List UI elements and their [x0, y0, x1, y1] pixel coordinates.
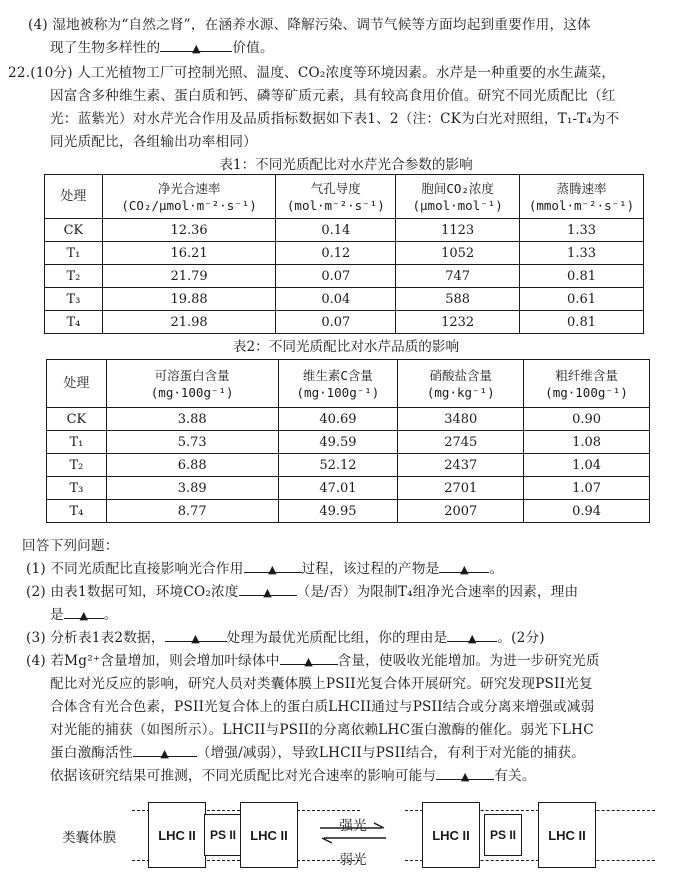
value-cell: 49.95 [278, 500, 398, 523]
value-cell: 0.94 [524, 500, 650, 523]
table-row [47, 500, 650, 523]
prev-q4-line1: (4) 湿地被称为“自然之肾”，在涵养水源、降解污染、调节气候等方面均起到重要作用，这体 [28, 17, 591, 33]
header-name: 净光合速率 [157, 180, 221, 196]
value-cell: 0.81 [520, 265, 644, 288]
lhcii-complex: LHC II [422, 802, 480, 868]
value-cell: 0.14 [276, 219, 396, 242]
column-header [398, 360, 524, 408]
q22-stem: 22.(10分) 人工光植物工厂可控制光照、温度、CO₂浓度等环境因素。水芹是一种重要的水生蔬菜， 因富含多种维生素、蛋白质和钙、磷等矿质元素，具有较高食用价值。研究不同光质配比（红 光：蓝紫光）对水芹光合作用及品质指标数据如下表1、2（注：CK为白光对照组，T₁-T₄为不 同光质配比，各组输出功率相同） [8, 65, 620, 150]
treatment-cell: T₂ [45, 265, 103, 288]
value-cell: 2437 [398, 454, 524, 477]
header-name: 可溶蛋白含量 [154, 367, 230, 383]
header-name: 蒸腾速率 [556, 180, 607, 196]
column-header [276, 175, 396, 219]
table-row [45, 242, 644, 265]
table1-caption: 表1：不同光质配比对水芹光合参数的影响 [219, 157, 473, 173]
lhcii-complex: LHC II [240, 802, 298, 868]
value-cell: 1.08 [524, 431, 650, 454]
column-header [278, 360, 398, 408]
header-name: 气孔导度 [310, 180, 361, 196]
treatment-cell: CK [47, 408, 107, 431]
treatment-cell: T₃ [47, 477, 107, 500]
questions: 回答下列问题： (1) 不同光质配比直接影响光合作用 ▲ 过程，该过程的产物是 ▲ 。 (2) 由表1数据可知，环境CO₂浓度 ▲ （是/否）为限制T₄组净光合速率的因素，理由 是 ▲ 。 (3) 分析表1表2数据， ▲ 处理为最优光质配比组，你的理由是 ▲ 。(2分) (4) 若Mg²⁺含量增加，则会增加叶绿体中 ▲ 含量，使吸收光能增加。为进一步研究光质 配比对光反应的影响，研究人员对类囊体膜上PSII光复合体开展研究。研究发现PSII光复 合体含有光合色素，PSII光复合体上的蛋白质LHCII通过与PSII结合或分离来增强或减弱 对光能的捕获（如图所示）。LHCII与PSII的分离依赖LHC蛋白激酶的催化。弱光下LHC 蛋白激酶活性 ▲ （增强/减弱），导致LHCII与PSII结合，有利于对光能的捕获。 依据该研究结果可推测，不同光质配比对光合速率的影响可能与 ▲ 有关。 [22, 538, 600, 784]
header-name: 胞间CO₂浓度 [421, 180, 494, 196]
strong-light-label: 强光 [339, 818, 367, 834]
psii-complex: PS II [484, 814, 522, 856]
header-name: 粗纤维含量 [555, 367, 618, 383]
header-name: 处理 [63, 376, 90, 391]
header-name: 处理 [60, 189, 87, 204]
value-cell: 8.77 [106, 500, 278, 523]
value-cell: 0.90 [524, 408, 650, 431]
table-row [45, 288, 644, 311]
value-cell: 12.36 [102, 219, 276, 242]
value-cell: 3.89 [106, 477, 278, 500]
table-row [45, 311, 644, 334]
column-header [45, 175, 103, 219]
table1 [44, 174, 644, 334]
value-cell: 40.69 [278, 408, 398, 431]
treatment-cell: T₁ [47, 431, 107, 454]
weak-light-label: 弱光 [339, 852, 367, 868]
header-unit: (mmol·m⁻²·s⁻¹) [528, 197, 635, 213]
value-cell: 2007 [398, 500, 524, 523]
question-number: 22. [8, 65, 31, 81]
column-header [47, 360, 107, 408]
treatment-cell: CK [45, 219, 103, 242]
value-cell: 0.07 [276, 311, 396, 334]
q4: (4) 若Mg²⁺含量增加，则会增加叶绿体中 ▲ 含量，使吸收光能增加。为进一步研究光质 [22, 650, 600, 673]
value-cell: 0.61 [520, 288, 644, 311]
header-unit: (mol·m⁻²·s⁻¹) [286, 197, 385, 213]
prev-q4: (4) 湿地被称为“自然之肾”，在涵养水源、降解污染、调节气候等方面均起到重要作用，这体 现了生物多样性的 ▲ 价值。 [28, 14, 591, 60]
header-unit: (mg·100g⁻¹) [545, 384, 628, 400]
value-cell: 0.81 [520, 311, 644, 334]
header-name: 硝酸盐含量 [429, 367, 492, 383]
column-header [106, 360, 278, 408]
table-row [45, 219, 644, 242]
value-cell: 21.79 [102, 265, 276, 288]
table2 [46, 359, 650, 523]
header-unit: (mg·100g⁻¹) [296, 384, 380, 400]
table-row [47, 431, 650, 454]
answer-blank[interactable]: ▲ [439, 558, 489, 573]
value-cell: 1.07 [524, 477, 650, 500]
value-cell: 6.88 [106, 454, 278, 477]
answer-blank[interactable]: ▲ [280, 650, 338, 665]
value-cell: 2701 [398, 477, 524, 500]
reversible-arrow-icon [318, 822, 388, 846]
answer-blank[interactable]: ▲ [244, 558, 302, 573]
answer-blank[interactable]: ▲ [160, 37, 232, 52]
psii-complex: PS II [204, 814, 242, 856]
answer-blank[interactable]: ▲ [447, 627, 497, 642]
value-cell: 0.07 [276, 265, 396, 288]
q2: (2) 由表1数据可知，环境CO₂浓度 ▲ （是/否）为限制T₄组净光合速率的因素，理由 [22, 581, 600, 604]
value-cell: 0.04 [276, 288, 396, 311]
treatment-cell: T₁ [45, 242, 103, 265]
treatment-cell: T₂ [47, 454, 107, 477]
answer-blank[interactable]: ▲ [64, 604, 104, 619]
value-cell: 52.12 [278, 454, 398, 477]
value-cell: 16.21 [102, 242, 276, 265]
value-cell: 588 [396, 288, 520, 311]
value-cell: 19.88 [102, 288, 276, 311]
q1: (1) 不同光质配比直接影响光合作用 ▲ 过程，该过程的产物是 ▲ 。 [22, 558, 600, 581]
answer-blank[interactable]: ▲ [436, 765, 494, 780]
column-header [396, 175, 520, 219]
answer-blank[interactable]: ▲ [239, 581, 297, 596]
value-cell: 47.01 [278, 477, 398, 500]
value-cell: 5.73 [106, 431, 278, 454]
table2-caption: 表2：不同光质配比对水芹品质的影响 [232, 339, 460, 355]
table-row [47, 454, 650, 477]
value-cell: 1232 [396, 311, 520, 334]
answer-blank[interactable]: ▲ [165, 627, 227, 642]
lhcii-complex: LHC II [538, 802, 596, 868]
value-cell: 21.98 [102, 311, 276, 334]
value-cell: 747 [396, 265, 520, 288]
header-unit: (μmol·mol⁻¹) [412, 197, 503, 213]
value-cell: 0.12 [276, 242, 396, 265]
column-header [524, 360, 650, 408]
lhcii-complex: LHC II [148, 802, 206, 868]
header-unit: (CO₂/μmol·m⁻²·s⁻¹) [121, 197, 257, 213]
column-header [520, 175, 644, 219]
value-cell: 3.88 [106, 408, 278, 431]
value-cell: 1052 [396, 242, 520, 265]
value-cell: 49.59 [278, 431, 398, 454]
treatment-cell: T₄ [45, 311, 103, 334]
treatment-cell: T₄ [47, 500, 107, 523]
value-cell: 1.04 [524, 454, 650, 477]
treatment-cell: T₃ [45, 288, 103, 311]
column-header [102, 175, 276, 219]
header-unit: (mg·kg⁻¹) [426, 384, 495, 400]
value-cell: 2745 [398, 431, 524, 454]
answer-blank[interactable]: ▲ [133, 742, 197, 757]
table-row [47, 477, 650, 500]
table-row [47, 408, 650, 431]
q3: (3) 分析表1表2数据， ▲ 处理为最优光质配比组，你的理由是 ▲ 。(2分) [22, 627, 600, 650]
lhcii-psii-diagram [60, 790, 670, 885]
value-cell: 3480 [398, 408, 524, 431]
table-row [45, 265, 644, 288]
value-cell: 1.33 [520, 219, 644, 242]
header-unit: (mg·100g⁻¹) [150, 384, 234, 400]
value-cell: 1123 [396, 219, 520, 242]
header-name: 维生素C含量 [302, 367, 373, 383]
value-cell: 1.33 [520, 242, 644, 265]
prev-q4-text: 现了生物多样性的 [50, 40, 161, 56]
membrane-label: 类囊体膜 [62, 830, 117, 846]
